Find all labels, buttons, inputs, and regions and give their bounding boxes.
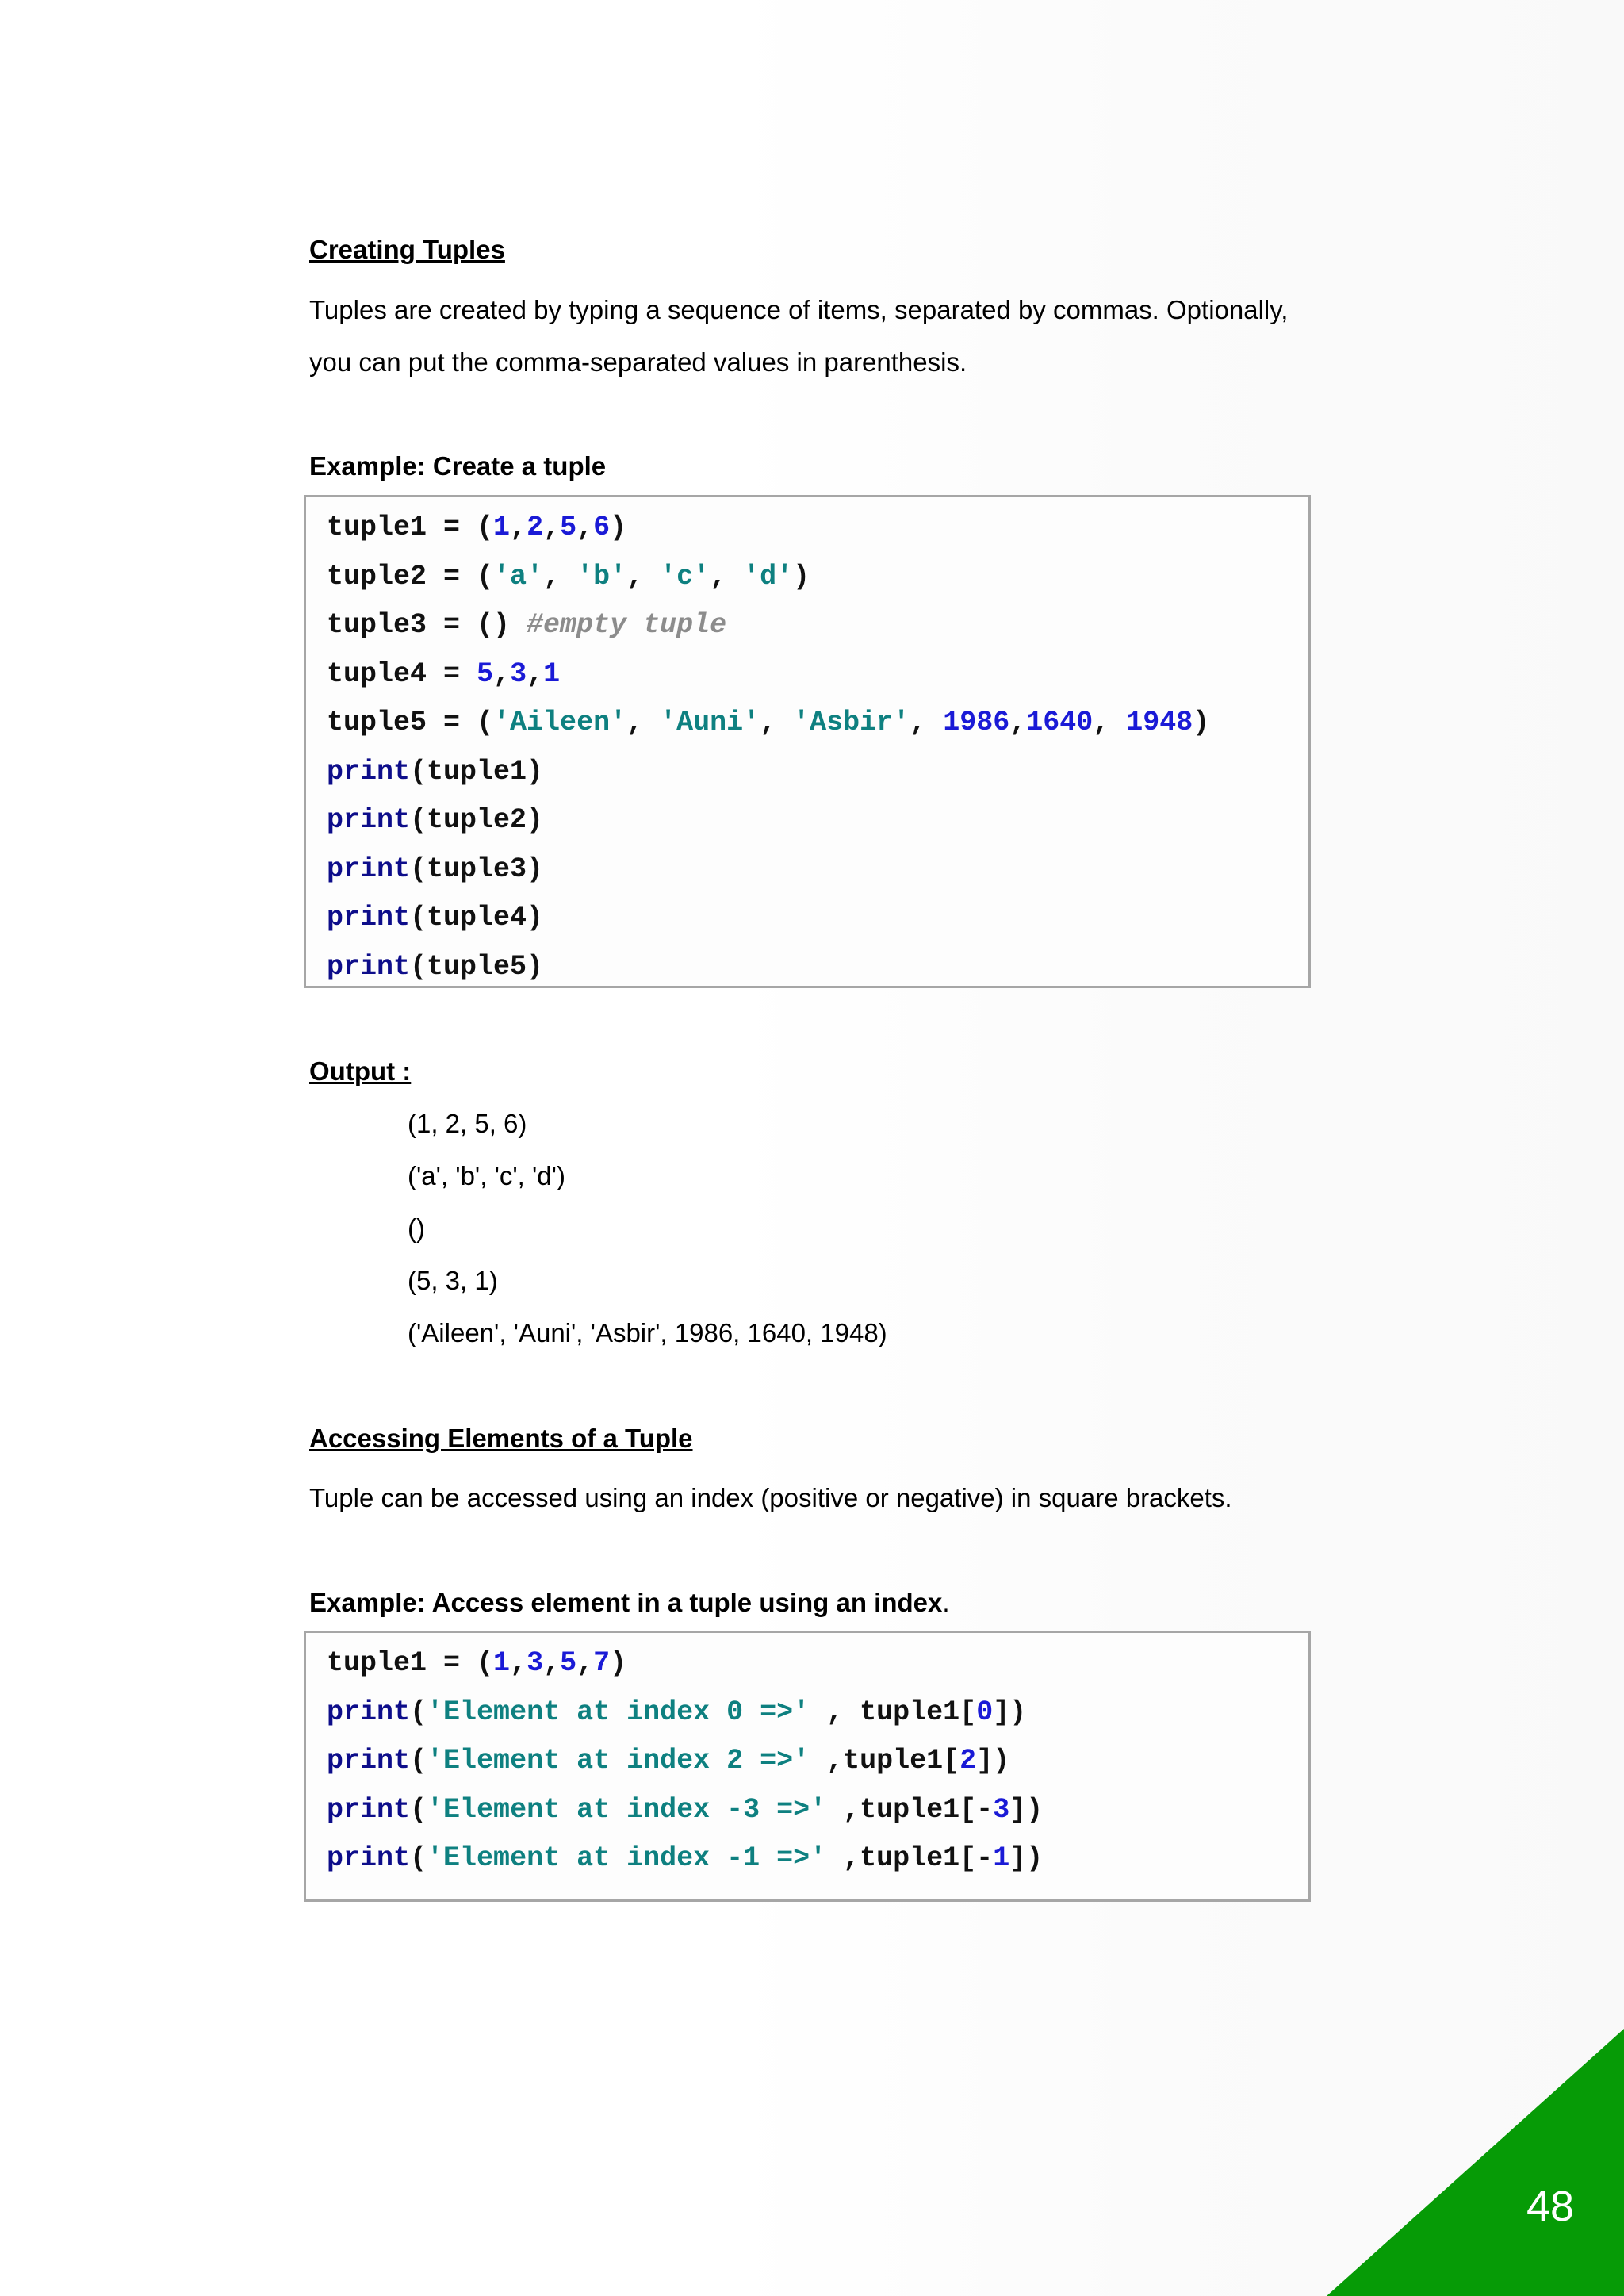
code-token: 7 [593,1647,611,1679]
code-token: ) [1193,707,1210,738]
code-token: , [510,512,527,543]
code-token: ]) [1009,1842,1044,1874]
code-token: 'Element at index -1 =>' [427,1842,827,1874]
code-token: , [510,1647,527,1679]
code-token: , [543,512,561,543]
code-token: 'Element at index 2 =>' [427,1745,810,1777]
code-token: ( [410,1793,427,1826]
code-token: ]) [976,1745,1010,1777]
code-token: 1 [543,657,561,690]
code-token: , [910,707,944,738]
code-token: 'd' [743,560,794,592]
code-line [327,796,1308,845]
code-token: tuple3 = () [327,609,527,641]
page-corner-triangle [1327,2029,1624,2296]
code-line [327,1639,1308,1688]
code-token: ( [410,1745,427,1777]
code-line [327,601,1308,650]
code-token: print [327,1793,411,1826]
code-line [327,1834,1308,1884]
code-token: #empty tuple [527,609,727,641]
code-token: , [1009,707,1027,738]
code-block-access-element [304,1631,1311,1902]
code-line [327,1737,1308,1786]
code-token: print [327,804,411,836]
section-heading-creating-tuples: Creating Tuples [309,235,505,264]
code-token: 0 [976,1696,994,1728]
code-token: , [527,657,544,690]
code-token: 'a' [493,560,544,592]
code-token: 3 [527,1647,544,1679]
code-token: tuple1 = ( [327,1647,494,1679]
code-token: , [626,707,661,738]
code-line [327,1688,1308,1738]
code-token: ,tuple1[ [810,1745,960,1777]
code-token: 2 [959,1745,977,1777]
code-token: print [327,902,411,933]
code-token: tuple2 = ( [327,560,494,592]
code-token: ( [410,1842,427,1874]
example-title-text: Example: Access element in a tuple using an index [309,1588,943,1617]
output-line: (1, 2, 5, 6) [408,1109,527,1138]
output-line: (5, 3, 1) [408,1266,498,1295]
code-token: tuple4 = [327,657,477,690]
code-token: 1986 [943,707,1010,738]
code-token: 5 [560,1647,577,1679]
code-token: , [576,1647,594,1679]
paragraph-line: Tuples are created by typing a sequence of items, separated by commas. Optionally, [309,295,1289,324]
code-line [327,553,1308,602]
code-line [327,1786,1308,1835]
code-line [327,699,1308,748]
output-line: () [408,1213,425,1243]
code-token: (tuple1) [410,755,544,788]
code-token: , [1093,707,1127,738]
code-token: 'Element at index 0 =>' [427,1696,810,1728]
code-token: 6 [593,512,611,543]
section-heading-accessing-elements: Accessing Elements of a Tuple [309,1424,693,1453]
code-token: 5 [560,512,577,543]
code-token: 3 [510,657,527,690]
code-block-create-tuple [304,495,1311,988]
output-line: ('a', 'b', 'c', 'd') [408,1161,565,1190]
paragraph-accessing-elements: Tuple can be accessed using an index (positive or negative) in square brackets. [309,1483,1232,1512]
page-number: 48 [1526,2183,1575,2230]
code-token: ) [610,512,627,543]
code-token: 1 [493,512,511,543]
code-line [327,943,1308,992]
code-token: print [327,755,411,788]
code-token: 'Aileen' [493,707,627,738]
code-token: (tuple4) [410,902,544,933]
output-heading: Output : [309,1056,412,1086]
code-token: ( [410,1696,427,1728]
code-token: (tuple5) [410,950,544,983]
code-token: 5 [477,657,494,690]
code-token: (tuple3) [410,853,544,885]
code-token: 3 [993,1793,1010,1826]
code-token: 'b' [576,560,627,592]
example-title-period: . [942,1588,950,1617]
code-token: , [626,560,661,592]
code-token: print [327,853,411,885]
code-line [327,894,1308,943]
code-token: , [543,560,577,592]
paragraph-creating-tuples [309,284,1340,389]
code-line [327,504,1308,553]
output-line: ('Aileen', 'Auni', 'Asbir', 1986, 1640, 1948) [408,1318,887,1347]
code-token: , tuple1[ [810,1696,977,1728]
code-token: 2 [527,512,544,543]
code-line [327,650,1308,700]
code-token: tuple1 = ( [327,512,494,543]
code-token: tuple5 = ( [327,707,494,738]
code-token: ]) [1009,1793,1044,1826]
code-token: ,tuple1[- [826,1793,994,1826]
code-token: ]) [993,1696,1027,1728]
code-token: 'Element at index -3 =>' [427,1793,827,1826]
code-line [327,845,1308,895]
code-token: 1948 [1126,707,1193,738]
example-title-create-tuple: Example: Create a tuple [309,451,607,481]
code-token: (tuple2) [410,804,544,836]
code-token: 1 [493,1647,511,1679]
code-token: , [576,512,594,543]
code-token: , [760,707,794,738]
code-token: 1640 [1026,707,1094,738]
code-token: print [327,1745,411,1777]
code-token: ) [610,1647,627,1679]
code-token: , [543,1647,561,1679]
code-token: 'c' [660,560,710,592]
code-token: print [327,1696,411,1728]
code-token: print [327,950,411,983]
code-token: ,tuple1[- [826,1842,994,1874]
example-title-access-element [309,1587,950,1619]
code-token: 'Asbir' [793,707,910,738]
code-token: 1 [993,1842,1010,1874]
code-token: , [710,560,744,592]
code-token: ) [793,560,810,592]
paragraph-line: you can put the comma-separated values in parenthesis. [309,347,967,377]
code-token: 'Auni' [660,707,760,738]
code-token: print [327,1842,411,1874]
code-line [327,748,1308,797]
code-token: , [493,657,511,690]
